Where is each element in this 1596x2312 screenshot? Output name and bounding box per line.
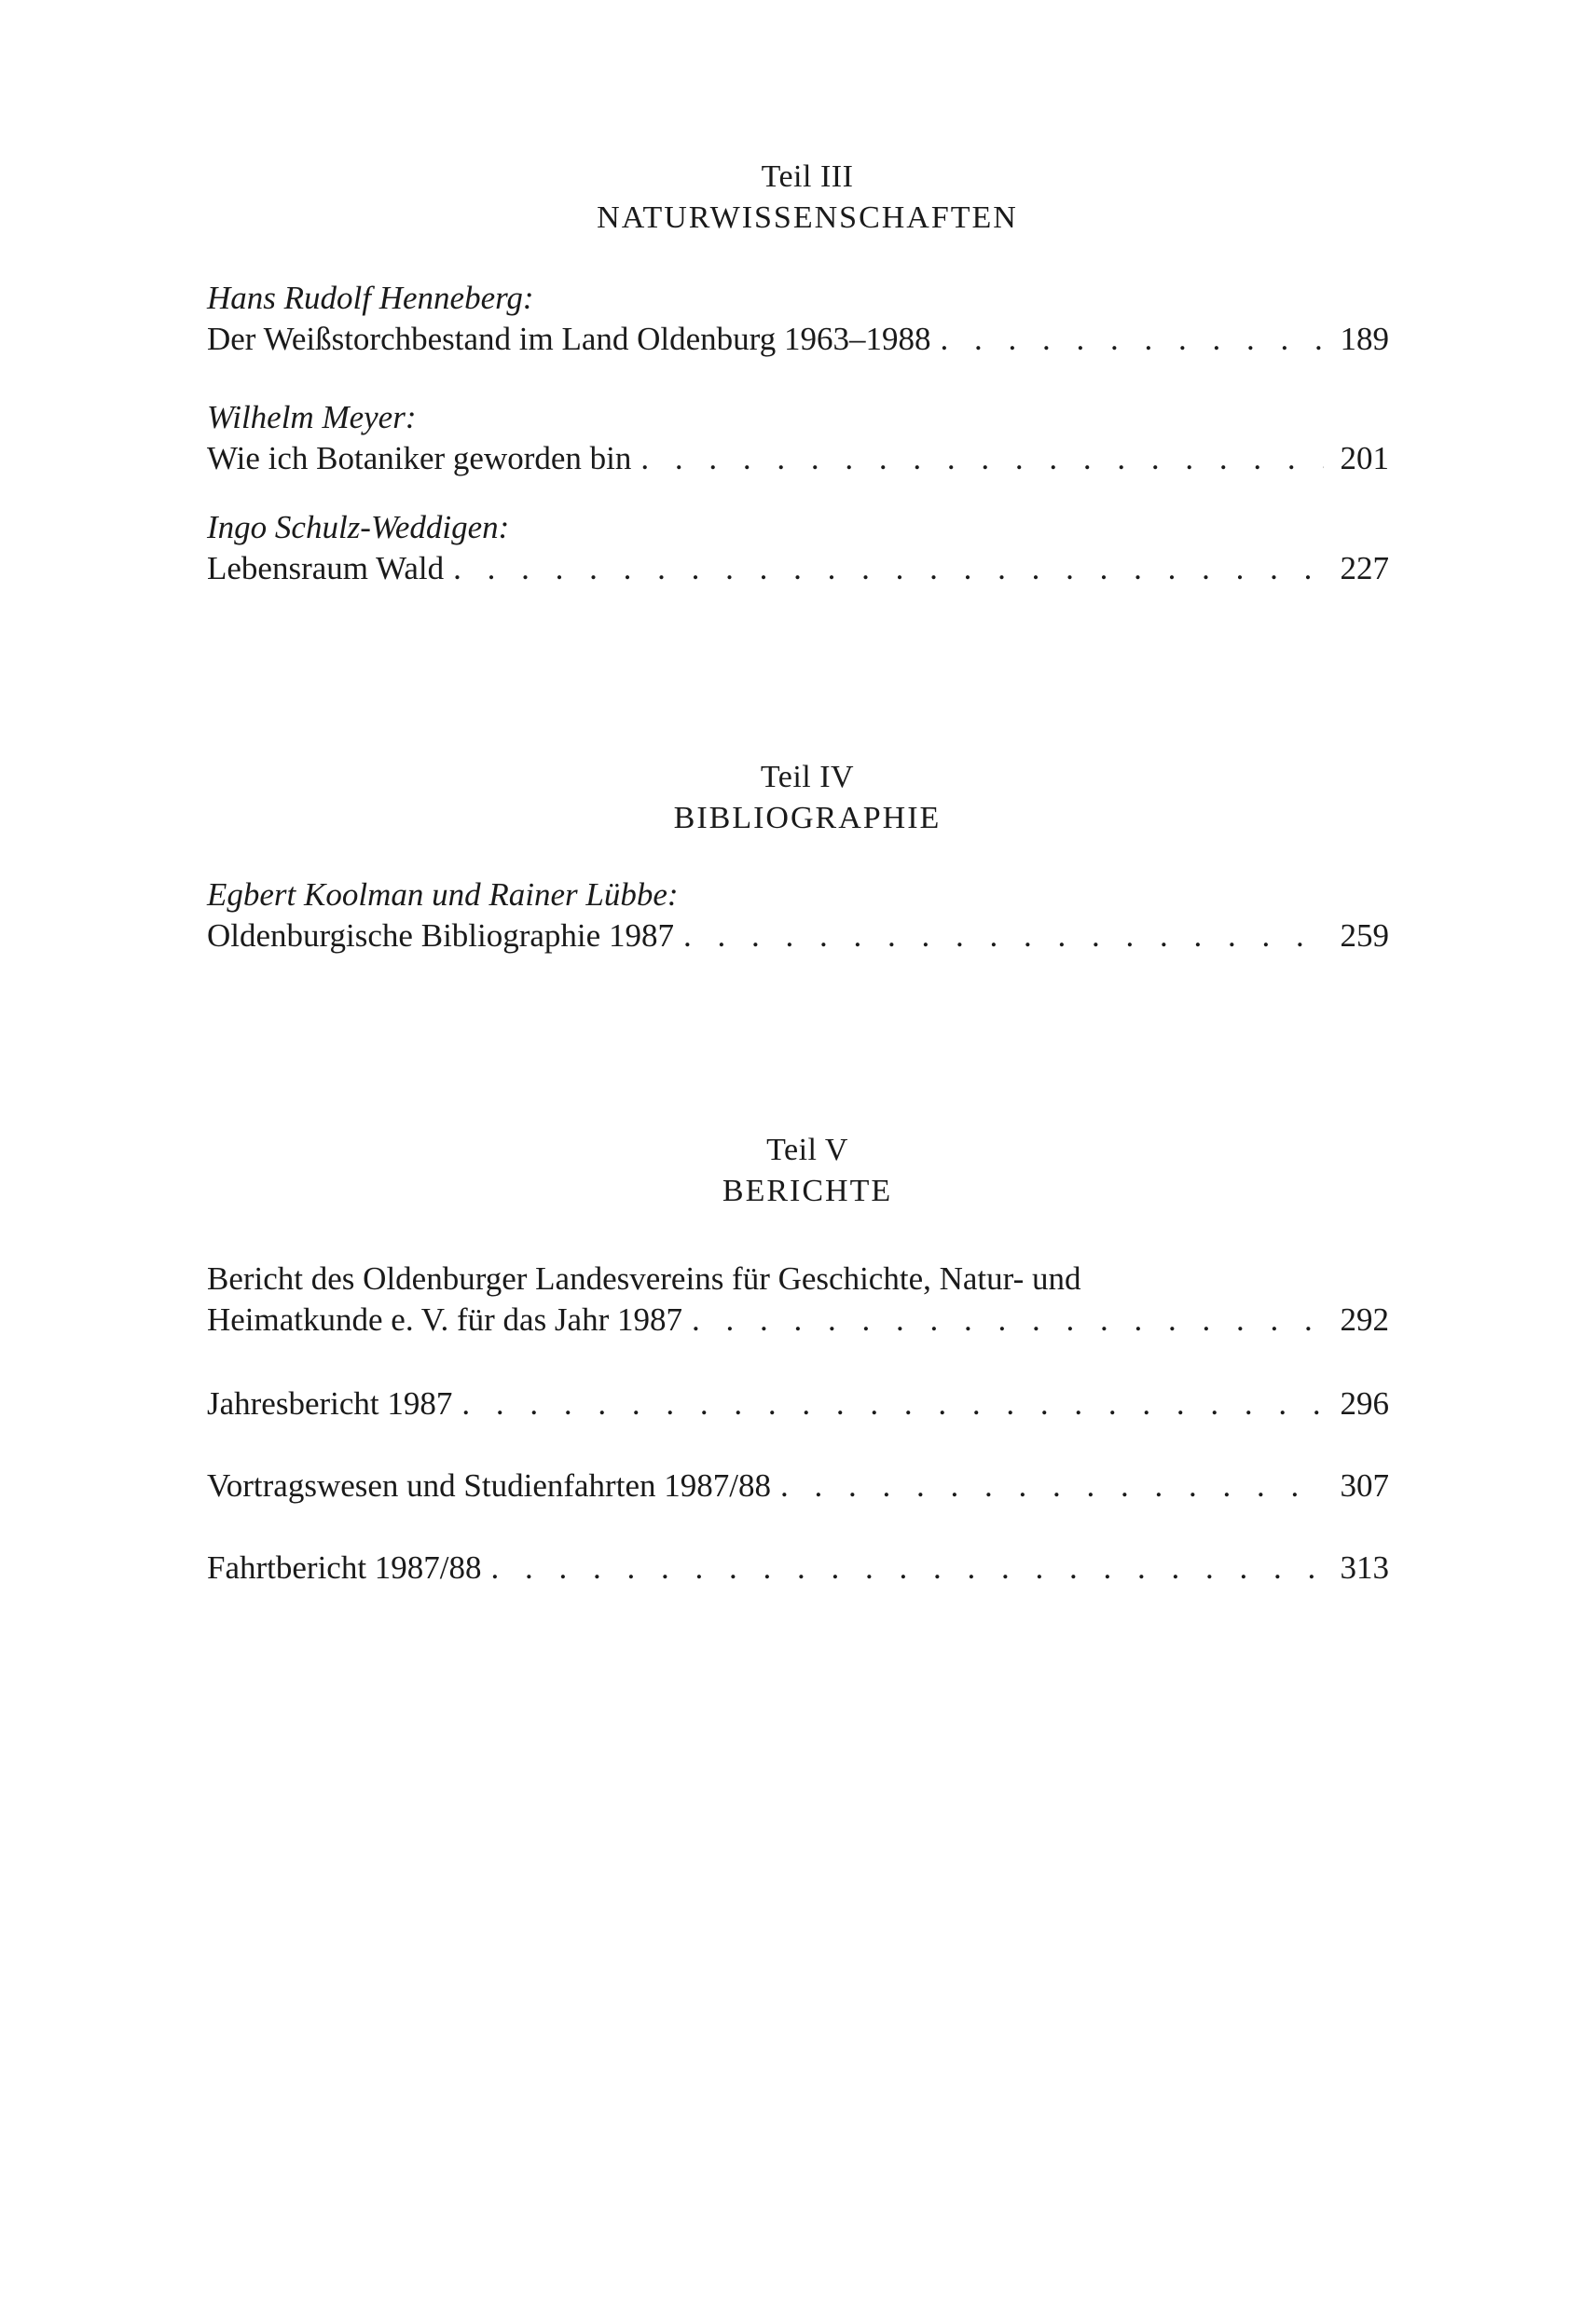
entry-line	[207, 1548, 1389, 1589]
dot-leader	[453, 548, 1323, 589]
toc-entry-fahrtbericht	[207, 1548, 1389, 1589]
part-3-number: Teil III	[761, 159, 854, 194]
entry-title: Oldenburgische Bibliographie 1987	[207, 917, 674, 954]
entry-page-number: 259	[1340, 917, 1389, 954]
entry-line	[207, 548, 1389, 589]
part-3-header	[226, 157, 1389, 239]
dot-leader	[692, 1300, 1324, 1341]
entry-title: Jahresbericht 1987	[207, 1385, 453, 1422]
dot-leader	[683, 915, 1324, 956]
part-4-number: Teil IV	[760, 760, 855, 794]
dot-leader	[491, 1548, 1324, 1589]
entry-line	[207, 1383, 1389, 1424]
part-5-section	[207, 1130, 1389, 1589]
entry-line	[207, 1300, 1389, 1341]
part-4-section	[207, 757, 1389, 956]
dot-leader	[461, 1383, 1323, 1424]
entry-title: Lebensraum Wald	[207, 550, 445, 586]
toc-entry-koolman-luebbe	[207, 874, 1389, 956]
entry-line	[207, 438, 1389, 479]
entry-page-number: 189	[1340, 321, 1389, 357]
entry-title: Heimatkunde e. V. für das Jahr 1987	[207, 1301, 682, 1338]
entry-line	[207, 915, 1389, 956]
entry-line	[207, 1466, 1389, 1507]
entry-page-number: 307	[1340, 1467, 1389, 1504]
entry-page-number: 296	[1340, 1385, 1389, 1422]
toc-entry-vortragswesen	[207, 1466, 1389, 1507]
dot-leader	[640, 438, 1323, 479]
entry-author: Wilhelm Meyer:	[207, 399, 417, 435]
part-4-title: BIBLIOGRAPHIE	[673, 801, 942, 835]
entry-author: Egbert Koolman und Rainer Lübbe:	[207, 876, 679, 913]
entry-title: Vortragswesen und Studienfahrten 1987/88	[207, 1467, 771, 1504]
entry-title-line-1: Bericht des Oldenburger Landesvereins für Geschichte, Natur- und	[207, 1260, 1081, 1297]
dot-leader	[940, 319, 1323, 360]
part-5-number: Teil V	[766, 1133, 848, 1167]
entry-page-number: 201	[1340, 440, 1389, 476]
part-3-title: NATURWISSENSCHAFTEN	[597, 200, 1018, 235]
entry-title: Der Weißstorchbestand im Land Oldenburg 1963–1988	[207, 321, 931, 357]
entry-title: Fahrtbericht 1987/88	[207, 1549, 482, 1586]
toc-entry-bericht-landesverein	[207, 1259, 1389, 1341]
dot-leader	[780, 1466, 1324, 1507]
entry-page-number: 227	[1340, 550, 1389, 586]
entry-line	[207, 319, 1389, 360]
part-5-header	[226, 1130, 1389, 1212]
entry-author: Hans Rudolf Henneberg:	[207, 280, 534, 316]
entry-title: Wie ich Botaniker geworden bin	[207, 440, 632, 476]
part-3-section	[207, 157, 1389, 589]
entry-page-number: 292	[1340, 1301, 1389, 1338]
toc-entry-henneberg	[207, 278, 1389, 360]
part-4-header	[226, 757, 1389, 839]
part-5-title: BERICHTE	[722, 1174, 893, 1208]
entry-author: Ingo Schulz-Weddigen:	[207, 509, 510, 545]
toc-entry-meyer	[207, 397, 1389, 479]
toc-entry-schulz-weddigen	[207, 507, 1389, 589]
toc-entry-jahresbericht	[207, 1383, 1389, 1424]
entry-page-number: 313	[1340, 1549, 1389, 1586]
